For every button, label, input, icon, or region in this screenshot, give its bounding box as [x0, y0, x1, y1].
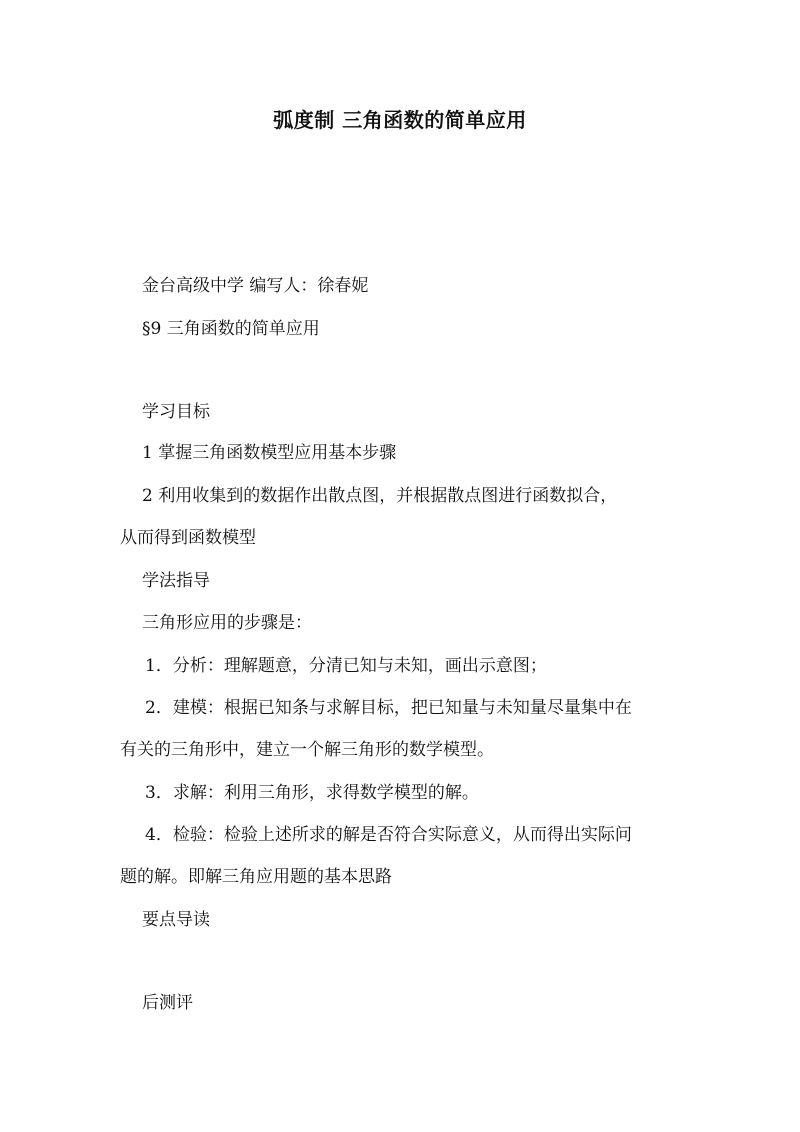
steps-intro: 三角形应用的步骤是：: [142, 613, 312, 633]
step-2-line-1: 2．建模：根据已知条与求解目标，把已知量与未知量尽量集中在: [145, 698, 632, 718]
objectives-heading: 学习目标: [142, 402, 210, 422]
step-3: 3．求解：利用三角形，求得数学模型的解。: [145, 783, 479, 803]
objective-2-line-2: 从而得到函数模型: [120, 528, 256, 548]
step-4-line-2: 题的解。即解三角应用题的基本思路: [120, 867, 392, 887]
step-1: 1．分析：理解题意，分清已知与未知，画出示意图；: [145, 656, 547, 676]
objective-1: 1 掌握三角函数模型应用基本步骤: [142, 443, 397, 463]
method-heading: 学法指导: [142, 571, 210, 591]
document-title: 弧度制 三角函数的简单应用: [273, 108, 527, 132]
author-line: 金台高级中学 编写人：徐春妮: [142, 276, 369, 296]
step-2-line-2: 有关的三角形中，建立一个解三角形的数学模型。: [120, 740, 494, 760]
key-points-heading: 要点导读: [142, 910, 210, 930]
step-4-line-1: 4．检验：检验上述所求的解是否符合实际意义，从而得出实际问: [145, 825, 632, 845]
post-test-heading: 后测评: [142, 993, 193, 1013]
objective-2-line-1: 2 利用收集到的数据作出散点图，并根据散点图进行函数拟合，: [142, 486, 618, 506]
section-heading: §9 三角函数的简单应用: [142, 319, 320, 339]
